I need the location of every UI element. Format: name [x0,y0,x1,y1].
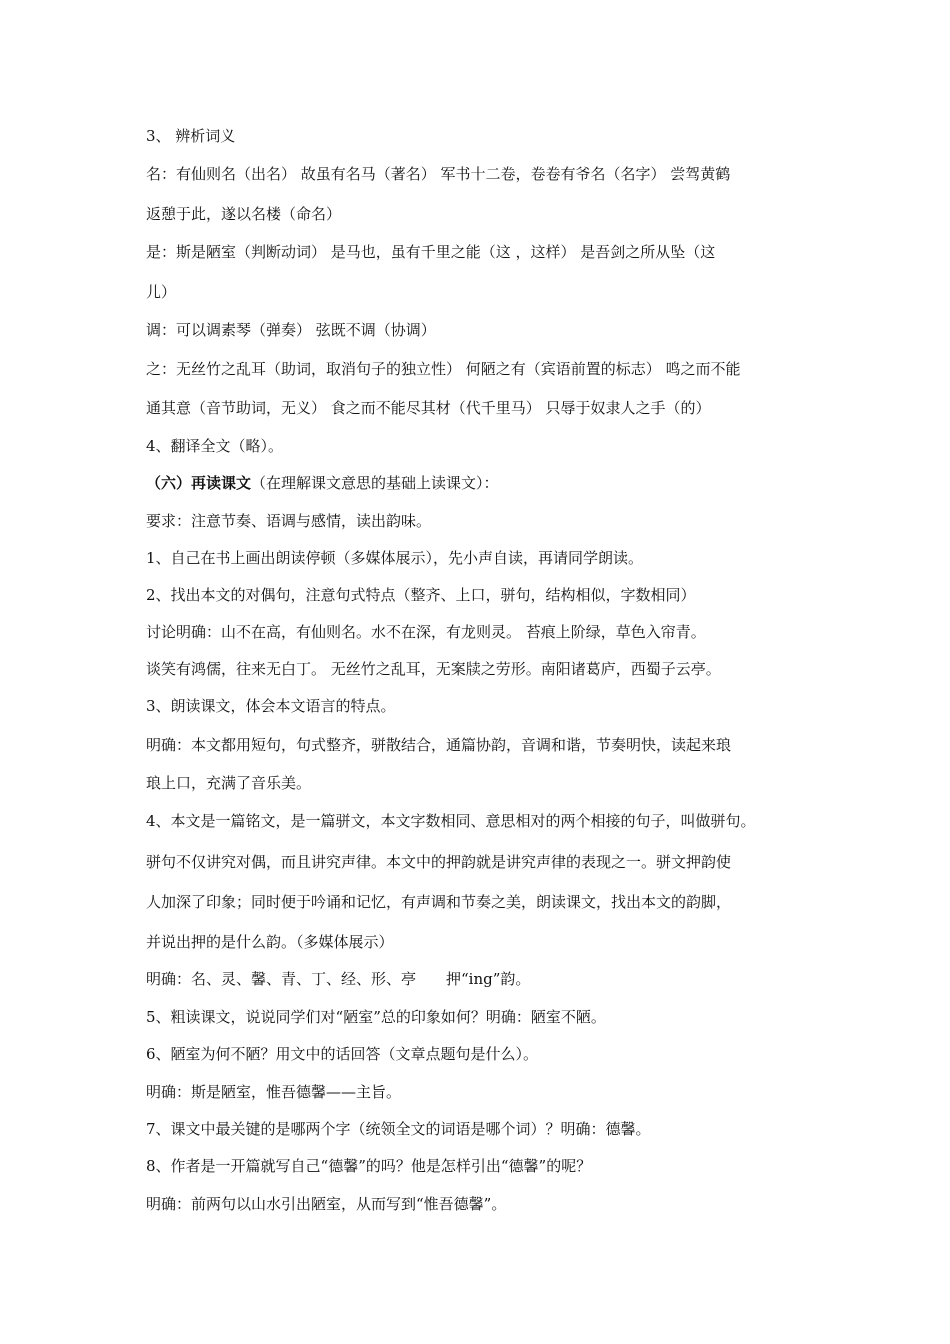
text-line: 要求：注意节奏、语调与感情，读出韵味。 [146,512,432,530]
text-line: 明确：前两句以山水引出陋室，从而写到“惟吾德馨”。 [146,1195,507,1213]
text-line: 明确：名、灵、馨、青、丁、经、形、亭 押“ing”韵。 [146,970,531,988]
section-heading-rest: （在理解课文意思的基础上读课文）： [251,474,499,492]
text-line: 明确：本文都用短句，句式整齐，骈散结合，通篇协韵，音调和谐，节奏明快，读起来琅 [146,736,732,754]
section-heading [146,472,499,494]
text-line: 3、朗读课文，体会本文语言的特点。 [146,697,396,715]
text-line: 之：无丝竹之乱耳（助词，取消句子的独立性） 何陋之有（宾语前置的标志） 鸣之而不能 [146,360,741,378]
text-line: 3、 辨析词义 [146,127,236,145]
text-line: 4、本文是一篇铭文，是一篇骈文，本文字数相同、意思相对的两个相接的句子，叫做骈句。 [146,812,756,830]
text-line: 儿） [146,283,177,301]
section-heading-bold: （六）再读课文 [146,474,252,492]
text-line: 8、作者是一开篇就写自己“德馨”的吗？他是怎样引出“德馨”的呢？ [146,1157,592,1175]
text-line: 谈笑有鸿儒，往来无白丁。 无丝竹之乱耳，无案牍之劳形。南阳诸葛庐，西蜀子云亭。 [146,660,721,678]
text-line: 并说出押的是什么韵。（多媒体展示） [146,933,394,951]
text-line: 骈句不仅讲究对偶，而且讲究声律。本文中的押韵就是讲究声律的表现之一。骈文押韵使 [146,853,732,871]
text-line: 是：斯是陋室（判断动词） 是马也，虽有千里之能（这 ，这样） 是吾剑之所从坠（这 [146,243,716,261]
text-line: 4、翻译全文（略）。 [146,437,284,455]
text-line: 7、课文中最关键的是哪两个字（统领全文的词语是哪个词）？明确：德馨。 [146,1120,651,1138]
text-line: 返憩于此，遂以名楼（命名） [146,205,342,223]
text-line: 6、陋室为何不陋？用文中的话回答（文章点题句是什么）。 [146,1045,539,1063]
text-line: 明确：斯是陋室，惟吾德馨——主旨。 [146,1083,402,1101]
text-line: 名：有仙则名（出名） 故虽有名马（著名） 军书十二卷，卷卷有爷名（名字） 尝驾黄鹤 [146,165,731,183]
text-line: 2、找出本文的对偶句，注意句式特点（整齐、上口，骈句，结构相似，字数相同） [146,586,696,604]
text-line: 5、粗读课文，说说同学们对“陋室”总的印象如何？明确：陋室不陋。 [146,1008,606,1026]
text-line: 琅上口，充满了音乐美。 [146,774,312,792]
text-line: 讨论明确：山不在高，有仙则名。水不在深，有龙则灵。 苔痕上阶绿，草色入帘青。 [146,623,706,641]
text-line: 调：可以调素琴（弹奏） 弦既不调（协调） [146,321,436,339]
text-line: 1、自己在书上画出朗读停顿（多媒体展示），先小声自读，再请同学朗读。 [146,549,644,567]
text-line: 人加深了印象；同时便于吟诵和记忆，有声调和节奏之美，朗读课文，找出本文的韵脚， [146,893,732,911]
text-line: 通其意（音节助词，无义） 食之而不能尽其材（代千里马） 只辱于奴隶人之手（的） [146,399,711,417]
